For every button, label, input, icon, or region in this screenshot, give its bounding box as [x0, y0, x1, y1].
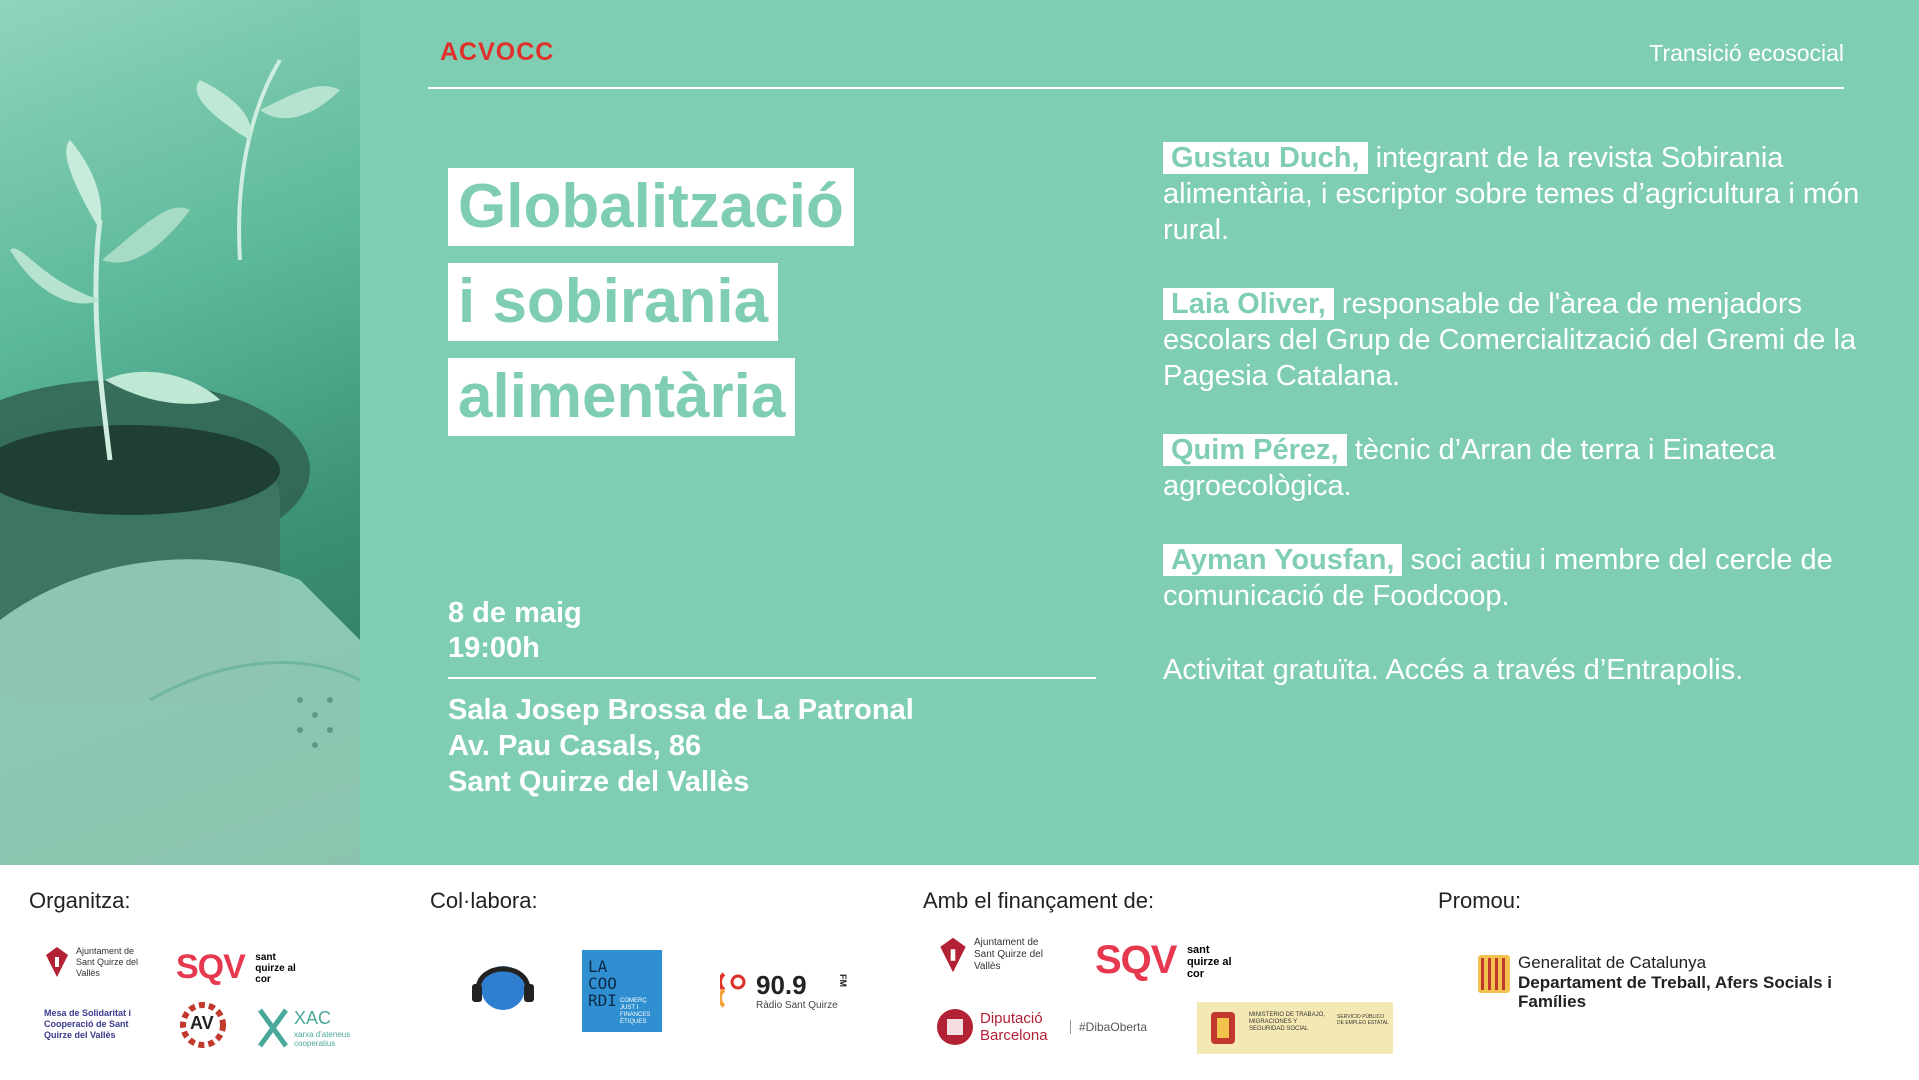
- mesa-text: Mesa de Solidaritat i Cooperació de Sant Quirze del Vallès: [44, 1008, 132, 1040]
- header-divider: [428, 87, 1844, 89]
- radio-frequency: 90.9: [756, 970, 807, 1000]
- xac-text: XAC: [294, 1008, 332, 1028]
- promou-label: Promou:: [1438, 888, 1522, 913]
- speaker-description: soci actiu i membre del cercle de comunicació de Foodcoop.: [1163, 544, 1833, 612]
- speaker-name: Ayman Yousfan,: [1163, 544, 1402, 576]
- diputacio-icon: [936, 1008, 974, 1046]
- diba-tag: #DibaOberta: [1070, 1020, 1147, 1034]
- event-venue: [448, 692, 914, 800]
- ajuntament-logo: [44, 945, 154, 979]
- title-line: i sobirania: [448, 263, 778, 341]
- speaker-name: Gustau Duch,: [1163, 142, 1368, 174]
- speaker-item: [1163, 542, 1883, 614]
- diputacio-logo: [936, 1008, 1148, 1051]
- venue-line: Av. Pau Casals, 86: [448, 730, 702, 762]
- event-time: 19:00h: [448, 632, 540, 664]
- shield-icon: [44, 945, 70, 979]
- ajuntament-text: Ajuntament de Sant Quirze del Vallès: [974, 937, 1043, 972]
- seedling-illustration: [0, 0, 360, 865]
- radio-fm: FM: [838, 974, 848, 987]
- speaker-description: responsable de l'àrea de menjadors escolars del Grup de Comercialització del Gremi de la Pagesia Catalana.: [1163, 288, 1857, 392]
- event-datetime: [448, 596, 582, 666]
- title-line: alimentària: [448, 358, 795, 436]
- ministerio-logo: [1197, 1002, 1393, 1054]
- xac-logo: [258, 1008, 351, 1053]
- event-title: [448, 168, 854, 453]
- gencat-logo: [1478, 953, 1832, 1011]
- coat-of-arms-icon: [1203, 1006, 1243, 1050]
- radio-sant-quirze-logo: [720, 970, 848, 1015]
- venue-line: Sant Quirze del Vallès: [448, 766, 750, 798]
- title-line: Globalització: [448, 168, 854, 246]
- sqv-text: SQV: [1095, 938, 1177, 982]
- sqv-text: SQV: [176, 948, 245, 986]
- sepe-text: SERVICIO PÚBLICO DE EMPLEO ESTATAL: [1337, 1014, 1389, 1026]
- speaker-name: Laia Oliver,: [1163, 288, 1334, 320]
- organitza-label: Organitza:: [29, 888, 131, 913]
- ajuntament-text: Ajuntament de Sant Quirze del Vallès: [76, 945, 139, 978]
- gencat-name: Generalitat de Catalunya: [1518, 953, 1707, 972]
- radio-waves-icon: [720, 970, 746, 1010]
- coop-av-text: AV: [190, 1013, 214, 1033]
- seedling-photo: [0, 0, 360, 865]
- headphones-icon: [468, 950, 538, 1020]
- lacoordi-logo: [582, 950, 662, 1032]
- sqv-logo: [176, 948, 305, 987]
- xac-icon: [258, 1008, 288, 1048]
- xac-subtext: xarxa d'ateneus cooperatius: [294, 1030, 351, 1048]
- shield-icon: [938, 935, 968, 975]
- coop-av-logo: [178, 1000, 228, 1055]
- venue-divider: [448, 677, 1096, 679]
- sqv-logo-2: [1095, 938, 1242, 983]
- category-tag: Transició ecosocial: [1649, 40, 1844, 66]
- speaker-item: [1163, 432, 1883, 504]
- speakers-list: [1163, 140, 1883, 688]
- sqv-subtext: sant quirze al cor: [1186, 944, 1232, 980]
- speaker-item: [1163, 140, 1883, 248]
- radio-headphones-logo: [468, 950, 538, 1025]
- radio-name: Ràdio Sant Quirze: [756, 1000, 838, 1011]
- diputacio-text: Diputació Barcelona: [980, 1010, 1048, 1044]
- lacoordi-text: LA COO RDI: [588, 957, 617, 1010]
- gencat-department: Departament de Treball, Afers Socials i Famílies: [1518, 973, 1832, 1011]
- ministerio-text: MINISTERIO DE TRABAJO, MIGRACIONES Y SEGURIDAD SOCIAL: [1249, 1012, 1325, 1032]
- ajuntament-logo-2: [938, 935, 1058, 975]
- venue-line: Sala Josep Brossa de La Patronal: [448, 694, 914, 726]
- access-note: Activitat gratuïta. Accés a través d’Entrapolis.: [1163, 654, 1744, 686]
- event-date: 8 de maig: [448, 597, 582, 629]
- speaker-item: [1163, 286, 1883, 394]
- collabora-label: Col·labora:: [430, 888, 538, 913]
- speaker-name: Quim Pérez,: [1163, 434, 1347, 466]
- brand-logo: ACVOCC: [440, 38, 555, 66]
- sqv-subtext: sant quirze al cor: [255, 952, 296, 985]
- mesa-logo: [44, 1008, 156, 1041]
- speaker-description: integrant de la revista Sobirania alimentària, i escriptor sobre temes d’agricultura i món rural.: [1163, 142, 1860, 246]
- lacoordi-subtext: COMERÇ JUST I FINANCES ÈTIQUES: [620, 998, 651, 1025]
- financament-label: Amb el finançament de:: [923, 888, 1155, 913]
- speaker-description: tècnic d’Arran de terra i Einateca agroecològica.: [1163, 434, 1776, 502]
- senyera-icon: [1478, 955, 1510, 993]
